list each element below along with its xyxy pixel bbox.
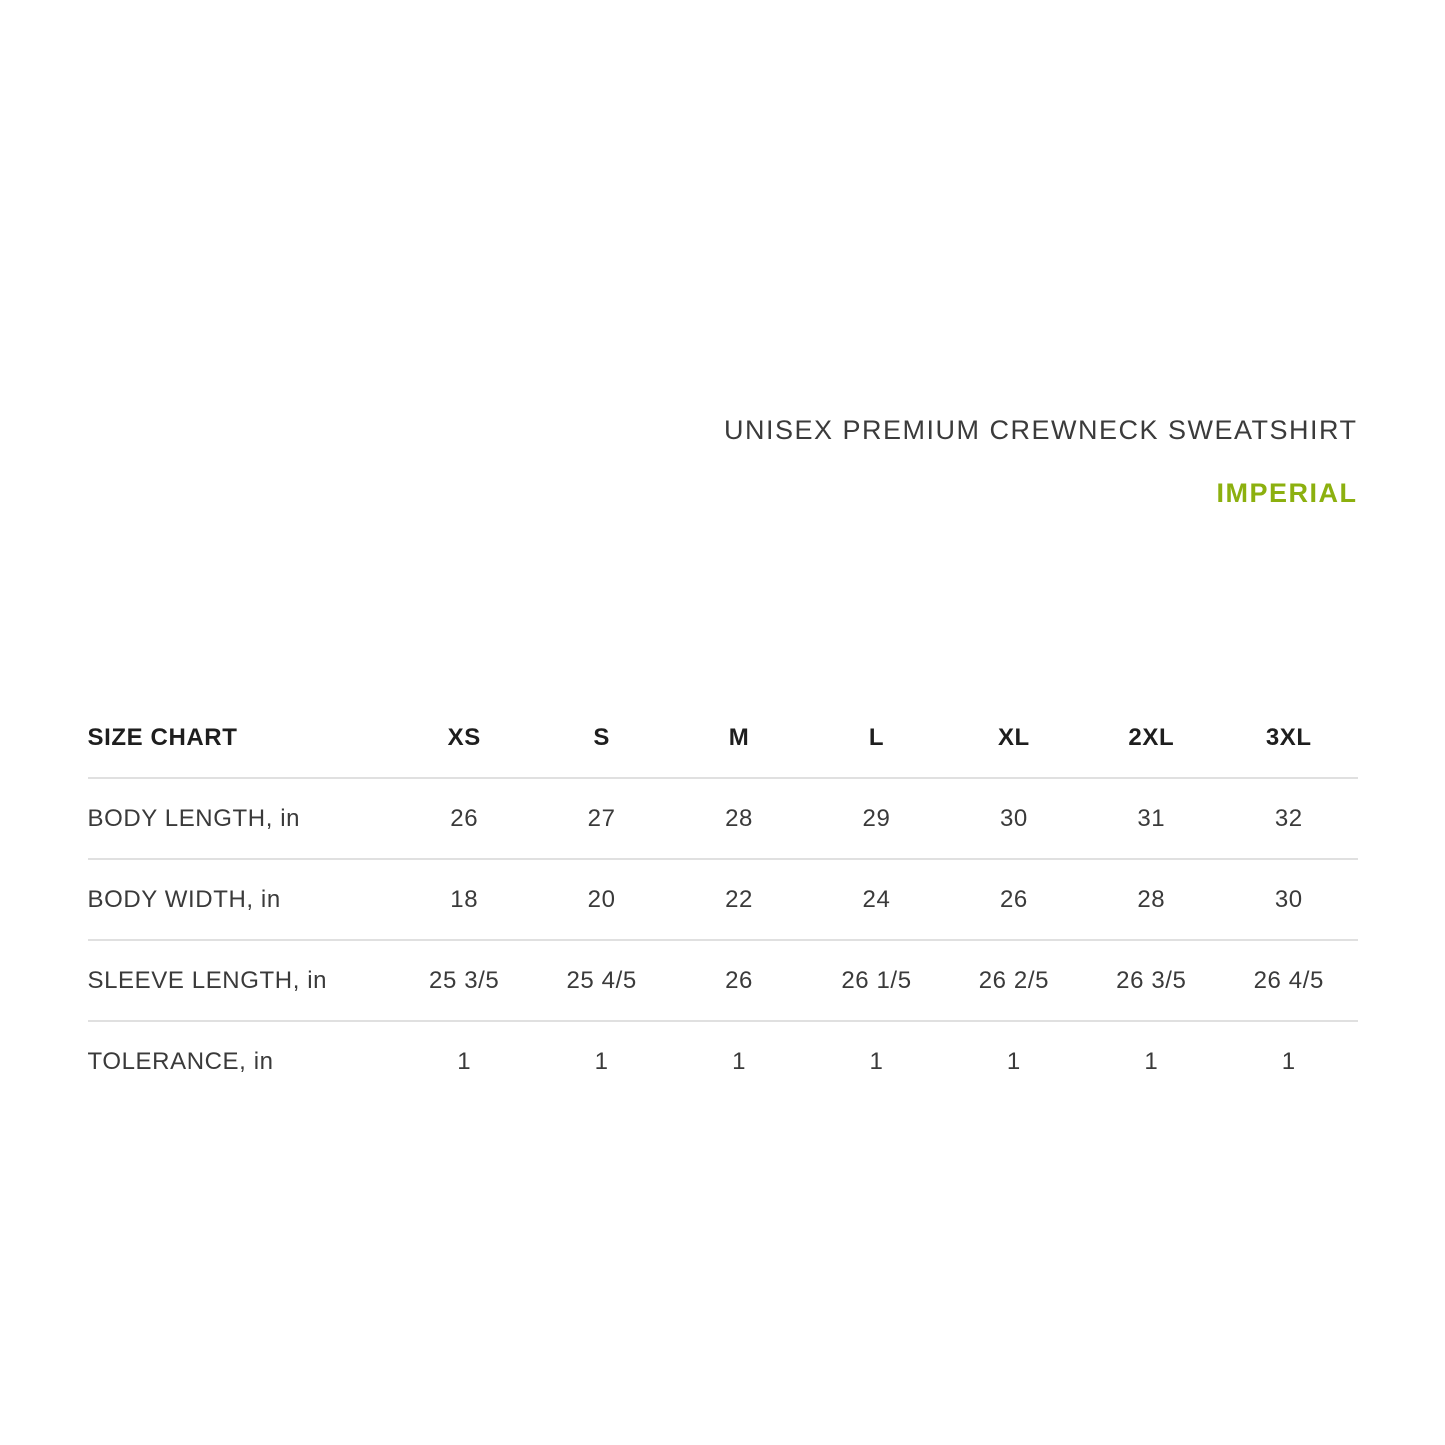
cell-value: 25 4/5	[533, 940, 670, 1021]
cell-value: 1	[594, 1047, 609, 1075]
cell-value: 26	[945, 859, 1082, 940]
header	[88, 0, 1358, 507]
cell-value: 26 3/5	[1083, 940, 1220, 1021]
row-label: SLEEVE LENGTH, in	[88, 940, 396, 1021]
product-title: UNISEX PREMIUM CREWNECK SWEATSHIRT	[723, 415, 1358, 445]
table-row-tolerance	[88, 1021, 1358, 1101]
unit-system-label: IMPERIAL	[1216, 478, 1358, 508]
size-chart-page	[88, 0, 1358, 1101]
cell-value: 26 4/5	[1220, 940, 1357, 1021]
size-chart-table	[88, 698, 1358, 1101]
cell-value: 1	[732, 1047, 747, 1075]
column-header-xs: XS	[396, 698, 533, 778]
cell-value: 25 3/5	[396, 940, 533, 1021]
table-row-sleeve-length	[88, 940, 1358, 1021]
column-header-l: L	[808, 698, 945, 778]
cell-value: 18	[396, 859, 533, 940]
cell-value: 26 2/5	[945, 940, 1082, 1021]
cell-value: 20	[533, 859, 670, 940]
cell-value: 31	[1083, 778, 1220, 859]
table-row-body-length	[88, 778, 1358, 859]
size-chart-title: SIZE CHART	[88, 698, 396, 778]
column-header-3xl: 3XL	[1220, 698, 1357, 778]
cell-value: 22	[670, 859, 807, 940]
table-row-body-width	[88, 859, 1358, 940]
cell-value: 1	[1006, 1047, 1021, 1075]
cell-value: 27	[533, 778, 670, 859]
column-header-xl: XL	[945, 698, 1082, 778]
cell-value: 30	[945, 778, 1082, 859]
cell-value: 1	[457, 1047, 472, 1075]
cell-value: 1	[1144, 1047, 1159, 1075]
column-header-s: S	[533, 698, 670, 778]
cell-value: 1	[869, 1047, 884, 1075]
cell-value: 28	[670, 778, 807, 859]
cell-value: 28	[1083, 859, 1220, 940]
column-header-2xl: 2XL	[1083, 698, 1220, 778]
cell-value: 26	[396, 778, 533, 859]
cell-value: 32	[1220, 778, 1357, 859]
row-label: BODY LENGTH, in	[88, 778, 396, 859]
cell-value: 26	[670, 940, 807, 1021]
row-label: BODY WIDTH, in	[88, 859, 396, 940]
cell-value: 24	[808, 859, 945, 940]
cell-value: 26 1/5	[808, 940, 945, 1021]
cell-value: 1	[1281, 1047, 1296, 1075]
column-header-m: M	[670, 698, 807, 778]
row-label: TOLERANCE, in	[87, 1047, 274, 1075]
size-chart-header-row	[88, 698, 1358, 778]
cell-value: 30	[1220, 859, 1357, 940]
cell-value: 29	[808, 778, 945, 859]
